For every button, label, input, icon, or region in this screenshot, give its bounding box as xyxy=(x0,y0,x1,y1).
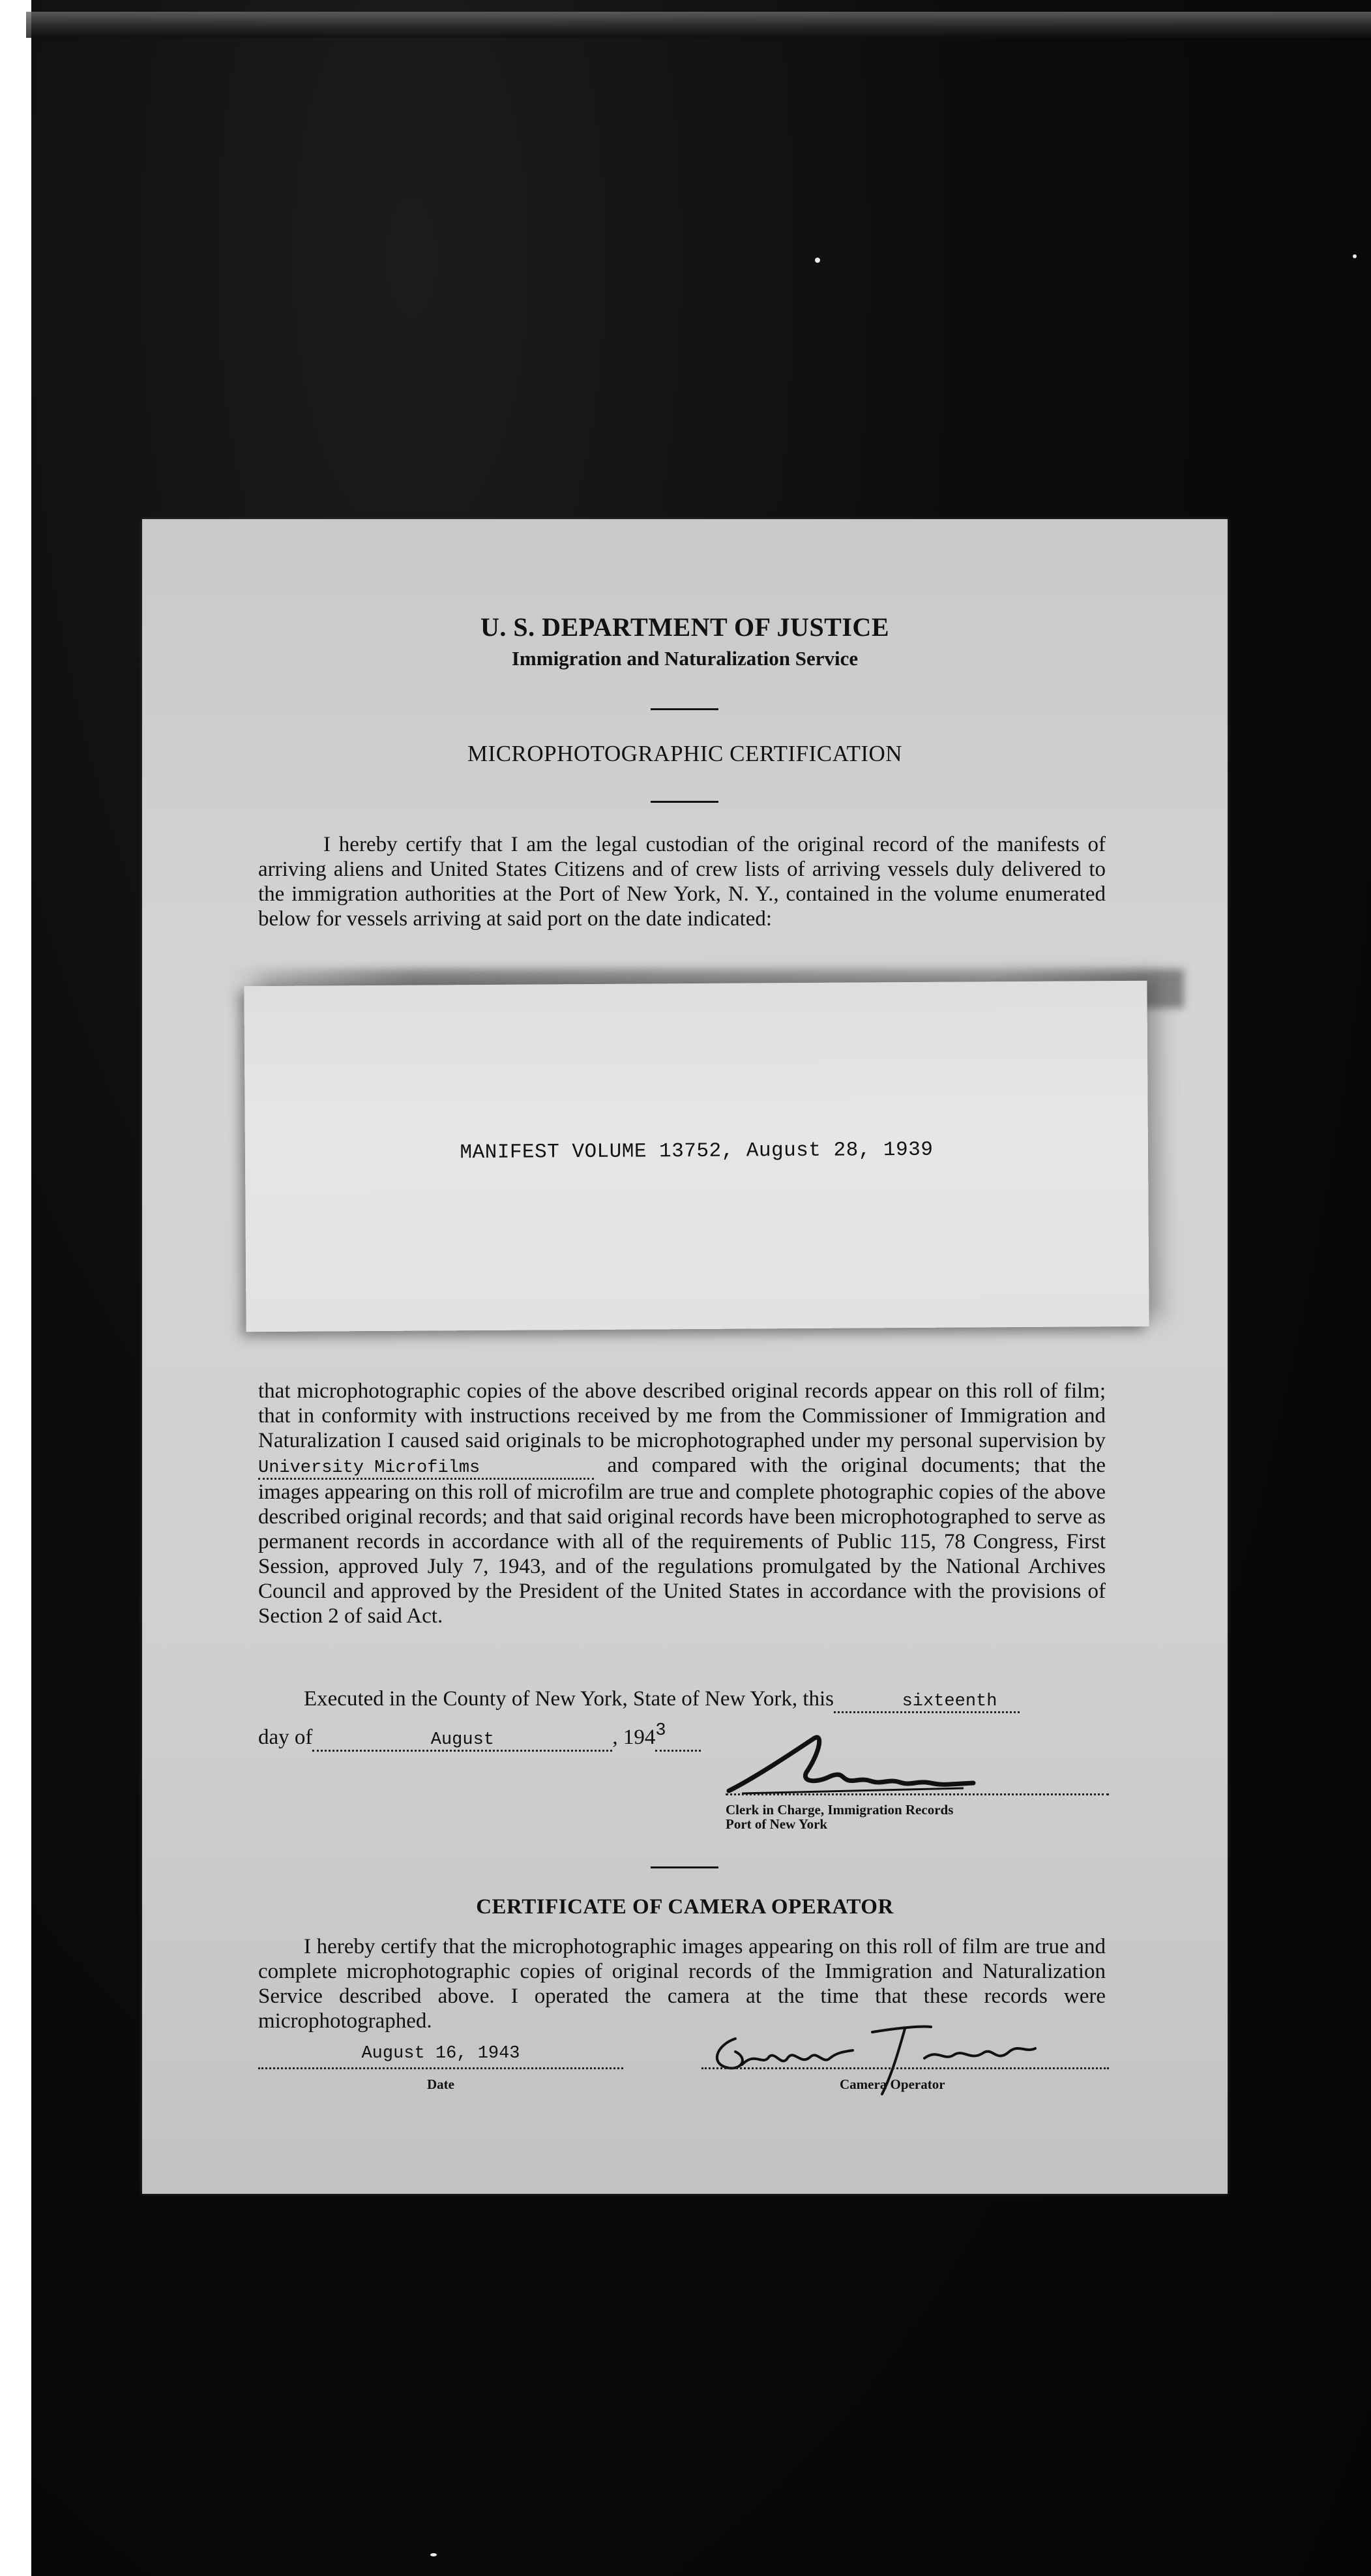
divider-rule xyxy=(651,801,718,803)
divider-rule xyxy=(651,1866,718,1868)
operator-signature-line xyxy=(701,2067,1109,2069)
clerk-title-line1: Clerk in Charge, Immigration Records xyxy=(726,1802,954,1818)
year-field xyxy=(655,1721,701,1752)
film-speck xyxy=(815,258,820,263)
body-paragraph xyxy=(258,1379,1106,1628)
clerk-title xyxy=(726,1803,953,1831)
department-title: U. S. DEPARTMENT OF JUSTICE xyxy=(480,612,889,642)
intro-paragraph: I hereby certify that I am the legal custodian of the original record of the manifests of arriving aliens and United States Citizens and of crew lists of arriving vessels duly delivered to the immigration authorities at the Port of New York, N. Y., contained in the volume enumerated below for vessels arriving at said port on the date indicated: xyxy=(258,833,1106,931)
manifest-volume-text: MANIFEST VOLUME 13752, August 28, 1939 xyxy=(460,1138,934,1165)
clerk-signature-line xyxy=(726,1793,1109,1795)
film-speck xyxy=(1353,254,1357,258)
year-digit: 3 xyxy=(655,1721,666,1741)
camera-certificate-title: CERTIFICATE OF CAMERA OPERATOR xyxy=(476,1895,894,1919)
film-edge-left xyxy=(0,0,31,2576)
month-field: August xyxy=(312,1730,612,1752)
day-of-line xyxy=(258,1721,701,1752)
executed-line xyxy=(258,1686,1106,1713)
certification-title: MICROPHOTOGRAPHIC CERTIFICATION xyxy=(467,741,903,766)
date-field: August 16, 1943 xyxy=(258,2044,623,2069)
clerk-signature xyxy=(716,1726,990,1804)
clerk-title-line2: Port of New York xyxy=(726,1816,828,1832)
certification-form xyxy=(142,519,1228,2194)
day-of-label: day of xyxy=(258,1726,313,1749)
body-text-part2: and compared with the original documents; that the images appearing on this roll of microfilm are true and complete photographic copies of the above described original records; and that said original records have been microphotographed to serve as permanent records in accordance with all of the requirements of Public 115, 78 Congress, First Session, approved July 7, 1943, and of the regulations promulgated by the National Archives Council and approved by the President of the United States in accordance with the provisions of Section 2 of said Act. xyxy=(258,1454,1106,1628)
operator-caption: Camera Operator xyxy=(840,2076,945,2092)
camera-certificate-text: I hereby certify that the microphotographic images appearing on this roll of film are true and complete microphotographic copies of original records of the Immigration and Naturalization Service described above. I operated the camera at the time that these records were microphotographed. xyxy=(258,1935,1106,2033)
executed-day-field: sixteenth xyxy=(834,1692,1020,1713)
year-prefix: , 194 xyxy=(612,1726,656,1749)
divider-rule xyxy=(651,708,718,710)
film-edge-top xyxy=(26,12,1371,38)
film-speck xyxy=(430,2553,437,2556)
executed-text: Executed in the County of New York, State of New York, this xyxy=(304,1687,834,1711)
body-text-part1: that microphotographic copies of the above described original records appear on this roll of film; that in conformity with instructions received by me from the Commissioner of Immigration and Naturalization I caused said originals to be microphotographed under my personal supervision by xyxy=(258,1379,1106,1452)
supervisor-field: University Microfilms xyxy=(258,1458,594,1480)
manifest-slip xyxy=(244,981,1149,1332)
service-name: Immigration and Naturalization Service xyxy=(511,647,859,670)
date-caption: Date xyxy=(427,2076,454,2092)
